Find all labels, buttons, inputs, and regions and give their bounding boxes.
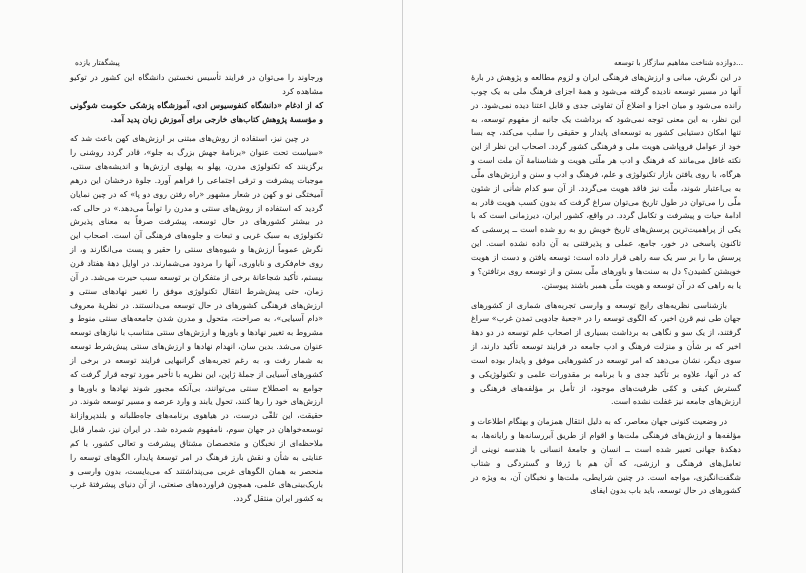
left-paragraph-2: در چین نیز، استفاده از روش‌های مبتنی بر ارزش‌های کهن باعث شد که «سیاست تحت عنوان «برنامهٔ جهش بزرگ به جلو»، قادر گردد روشنی را برگزینند که تکنولوژی مدرن، پهلو به پهلوی ارزش‌ها و اندیشه‌های سنتی، موجبات پیشرفت و ترقی اجتماعی را فراهم آورد. جلوهٔ درخشان این درهم آمیختگی نو و کهن در شعار مشهور «راه رفتن روی دو پا» که در چین نمایان گردید که استفاده از روش‌های سنتی و مدرن را توأماً می‌دهد.» در حالی که، در بیشتر کشورهای در حال توسعه، پیشرفت صرفاً به معنای پذیرش تکنولوژی به سبک غربی و تبعات و جلوه‌های فرهنگی آن است. اصحاب این نگرش عموماً ارزش‌ها و شیوه‌های سنتی را حقیر و پست می‌انگارند و، از روی خام‌فکری و ناباوری، آنها را مردود می‌شمارند. در اوایل دههٔ هفتاد قرن بیستم، تأکید شجاعانهٔ برخی از متفکران بر توسعه سبب حیرت می‌شد. در آن زمان، حتی پیش‌شرط انتقال تکنولوژی موفق را تغییر نهادهای سنتی و ارزش‌های فرهنگی کشورهای در حال توسعه می‌دانستند. در نظریهٔ معروف «دام آسیایی»، به صراحت، متحول و مدرن شدن جامعه‌های سنتی منوط و مشروط به تغییر نهادها و باورها و ارزش‌های سنتی متناسب با نیازهای توسعه عنوان می‌شد. بدین سان، انهدام نهادها و ارزش‌های سنتی پیش‌شرط توسعه به شمار رفت و، به رغم تجربه‌های گرانبهایی فرایند توسعه در برخی از کشورهای آسیایی از جملهٔ ژاپن، این نظریه با تأخیر مورد توجه قرار گرفت که جوامع به اصطلاح سنتی می‌توانند، بی‌آنکه مجبور شوند نهادها و باورها و ارزش‌های خود را رها کنند، تحول یابند و وارد عرصه و مسیر توسعه شوند. در حقیقت، این تلقّی درست، در هیاهوی برنامه‌های جاه‌طلبانه و بلندپروازانهٔ توسعه‌خواهان در جهان سوم، نامفهوم شمرده شد. در ایران نیز، شمار قابل ملاحظه‌ای از نخبگان و متخصصان مشتاق پیشرفت و تعالی کشور، با کم عنایتی به شأن و نقش بارز فرهنگ در امر توسعهٔ پایدار، الگوهای توسعه را منحصر به همان الگوهای غربی می‌پنداشتند که می‌بایست، بدون وارسی و باریک‌بینی‌های علمی، همچون فراورده‌های صنعتی، از آن دنیای پیشرفتهٔ غرب به کشور ایران منتقل گردد.	[70, 134, 323, 504]
left-page-body	[70, 71, 323, 506]
right-paragraph-1: در این نگرش، مبانی و ارزش‌های فرهنگی ایران و لزوم مطالعه و پژوهش در بارهٔ آنها در مسیر توسعه نادیده گرفته می‌شود و همهٔ اجزای فرهنگ ملی به یک چوب رانده می‌شود و میان اجزا و اضلاع آن تفاوتی جدی و قابل اعتنا دیده نمی‌شود. در این نظر، به این معنی توجه نمی‌شود که برداشت یک جانبه از مفهوم توسعه، به تنها امکان دستیابی کشور به توسعه‌ای پایدار و حقیقی را سلب می‌کند، چه بسا خود از عوامل فروپاشی هویت ملی و فرهنگی کشور گردد. اصحاب این نظر از این نکته غافل می‌مانند که فرهنگ و ادب هر ملّتی هویت و شناسنامهٔ آن ملت است و هرگاه، با روی یافتن بازار تکنولوژی و علم، فرهنگ و ادب و سنن و ارزش‌های ملّی به بی‌اعتبار شوند، ملّت نیز فاقد هویت می‌گردد. از آن سو کدام شأنی از شئون ملّی را می‌توان در طول تاریخ می‌توان سراغ گرفت که بدون کسب هویت قادر به ادامهٔ حیات و پیشرفت و تکامل گردد. در واقع، کشور ایران، دیرزمانی است که با یکی از پراهمیت‌ترین پرسش‌های تاریخ خویش رو به رو شده است ــ پرسشی که تاکنون پاسخی در خور، جامع، عملی و پذیرفتنی به آن داده نشده است. این پرسش ما را بر سر یک سه راهی قرار داده است: توسعه یافتن و دست از هویت خویشتن کشیدن؟ دل به سنت‌ها و باورهای ملّی بستن و از توسعه روی برتافتن؟ و یا به راهی که در آن توسعه و هویت ملّی همبر باشند پیوستن.	[471, 73, 741, 290]
right-page-body	[471, 71, 741, 498]
right-paragraph-3: در وضعیت کنونی جهان معاصر، که به دلیل انتقال همزمان و بهنگام اطلاعات و مؤلفه‌ها و ارزش‌های فرهنگی ملت‌ها و اقوام از طریق آبررسانه‌ها و رایانه‌ها، به دهکدهٔ جهانی تعبیر شده است ــ انسان و جامعهٔ انسانی با هندسه نوینی از تعامل‌های فرهنگی و ارزشی، که آن هم با ژرفا و گستردگی و شتاب شگفت‌انگیزی، مواجه است. در چنین شرایطی، ملت‌ها و نخبگان آن، به ویژه در کشورهای در حال توسعه، باید باب بدون ایفای	[471, 417, 741, 496]
running-head-right: دوازده شناخت مفاهیم سازگار با توسعه...	[614, 58, 744, 67]
right-paragraph-2: بازشناسی نظریه‌های رایج توسعه و وارسی تجربه‌های شماری از کشورهای جهان طی نیم قرن اخیر، که الگوی توسعه را در «جعبهٔ جادویی تمدن غرب» سراغ گرفتند، از یک سو و نگاهی به برداشت بسیاری از اصحاب علم توسعه در دو دههٔ اخیر که بر شأن و منزلت فرهنگ و ادب جامعه در فرایند توسعه تأکید دارند، از سوی دیگر، نشان می‌دهد که امر توسعه در کشورهایی موفق و پایدار بوده است که در آنها، علاوه بر تأکید جدی و با برنامه بر مقدورات علمی و تکنولوژیکی و گسترش کیفی و کمّی ظرفیت‌های موجود، از تأمل بر مؤلفه‌های فرهنگی و ارزش‌های جامعه نیز غفلت نشده است.	[471, 300, 741, 407]
right-page	[403, 0, 806, 573]
running-head-left: پیشگفتار یازده	[75, 58, 120, 67]
left-intro: ورجاوند را می‌توان در فرایند تأسیس نخستین دانشگاه این کشور در توکیو مشاهده کرد	[70, 73, 323, 96]
left-intro-bold: که از ادغام «دانشگاه کنفوسیوس ادی، آموزشگاه پزشکی حکومت شوگونی و مؤسسهٔ پژوهش کتاب‌های خارجی برای آموزش زبان پدید آمد.	[70, 99, 323, 124]
